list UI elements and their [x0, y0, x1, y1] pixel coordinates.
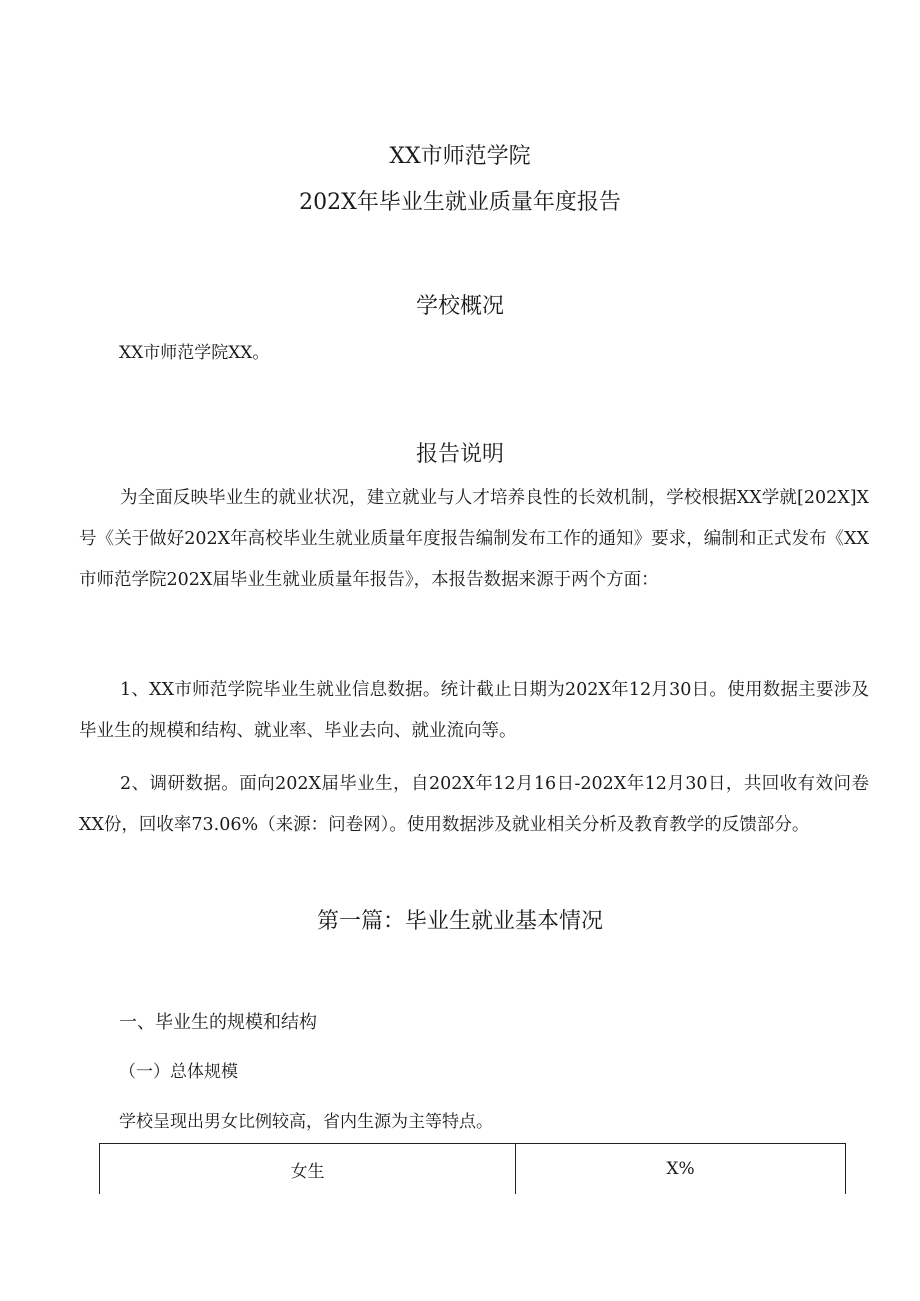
gender-ratio-table [99, 1143, 846, 1194]
document-title-line2: 202X年毕业生就业质量年度报告 [299, 190, 621, 215]
section-heading-report-notes: 报告说明 [415, 442, 504, 467]
overview-text: XX市师范学院XX。 [119, 343, 270, 363]
document-title-line1: XX市师范学院 [389, 144, 531, 169]
scale-summary-text: 学校呈现出男女比例较高，省内生源为主等特点。 [119, 1112, 493, 1132]
subsection-heading-overall-scale: （一）总体规模 [119, 1062, 238, 1082]
report-notes-item-1: 1、XX市师范学院毕业生就业信息数据。统计截止日期为202X年12月30日。使用数据主要涉及毕业生的规模和结构、就业率、毕业去向、就业流向等。 [79, 680, 869, 741]
section-heading-scale-structure: 一、毕业生的规模和结构 [119, 1012, 317, 1033]
report-notes-intro: 为全面反映毕业生的就业状况，建立就业与人才培养良性的长效机制，学校根据XX学就[202X]X号《关于做好202X年高校毕业生就业质量年度报告编制发布工作的通知》要求，编制和正式发布《XX市师范学院202X届毕业生就业质量年报告》，本报告数据来源于两个方面： [79, 488, 869, 590]
table-row [100, 1144, 846, 1195]
table-cell-label: 女生 [100, 1144, 516, 1195]
table-cell-value: X% [516, 1144, 846, 1195]
report-notes-item-2: 2、调研数据。面向202X届毕业生，自202X年12月16日-202X年12月30日，共回收有效问卷XX份，回收率73.06%（来源：问卷网）。使用数据涉及就业相关分析及教育教学的反馈部分。 [79, 774, 869, 835]
section-heading-overview: 学校概况 [415, 294, 504, 319]
part-heading: 第一篇：毕业生就业基本情况 [316, 909, 603, 934]
